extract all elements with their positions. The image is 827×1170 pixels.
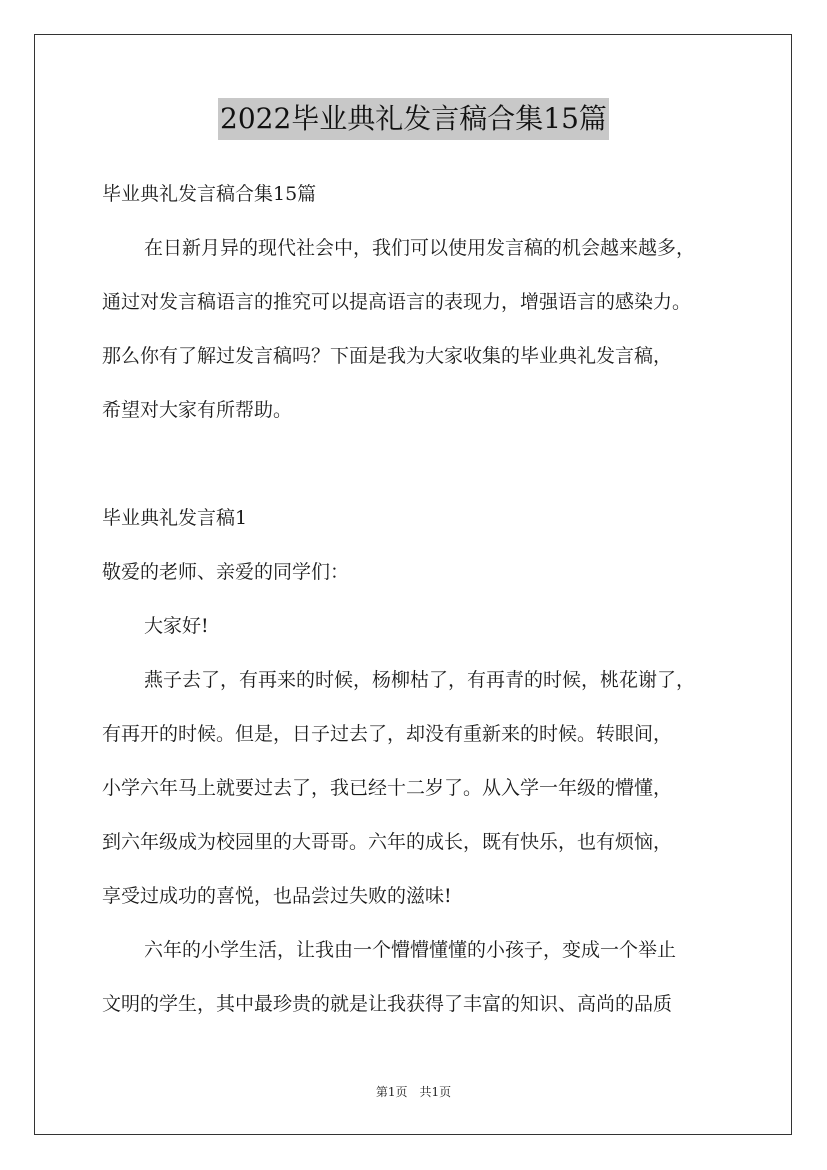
para1-line-5: 享受过成功的喜悦，也品尝过失败的滋味! <box>102 885 452 907</box>
para1-line-4: 到六年级成为校园里的大哥哥。六年的成长，既有快乐，也有烦恼， <box>102 831 673 853</box>
intro-line-1: 在日新月异的现代社会中，我们可以使用发言稿的机会越来越多， <box>144 237 696 259</box>
intro-line-3: 那么你有了解过发言稿吗？下面是我为大家收集的毕业典礼发言稿， <box>102 345 673 367</box>
para1-line-3: 小学六年马上就要过去了，我已经十二岁了。从入学一年级的懵懂， <box>102 777 673 799</box>
salutation: 敬爱的老师、亲爱的同学们： <box>102 561 350 583</box>
document-title: 2022毕业典礼发言稿合集15篇 <box>218 98 609 140</box>
para1-line-1: 燕子去了，有再来的时候，杨柳枯了，有再青的时候，桃花谢了， <box>144 669 696 691</box>
para2-line-1: 六年的小学生活，让我由一个懵懵懂懂的小孩子，变成一个举止 <box>144 939 677 961</box>
para1-line-2: 有再开的时候。但是，日子过去了，却没有重新来的时候。转眼间， <box>102 723 673 745</box>
page-footer: 第1页 共1页 <box>375 1085 452 1099</box>
title-container <box>0 98 827 140</box>
section-heading: 毕业典礼发言稿1 <box>102 507 248 529</box>
intro-line-4: 希望对大家有所帮助。 <box>102 399 293 421</box>
para2-line-2: 文明的学生，其中最珍贵的就是让我获得了丰富的知识、高尚的品质 <box>102 993 673 1015</box>
intro-line-2: 通过对发言稿语言的推究可以提高语言的表现力，增强语言的感染力。 <box>102 291 692 313</box>
subtitle: 毕业典礼发言稿合集15篇 <box>102 183 317 205</box>
greeting: 大家好! <box>144 615 209 637</box>
